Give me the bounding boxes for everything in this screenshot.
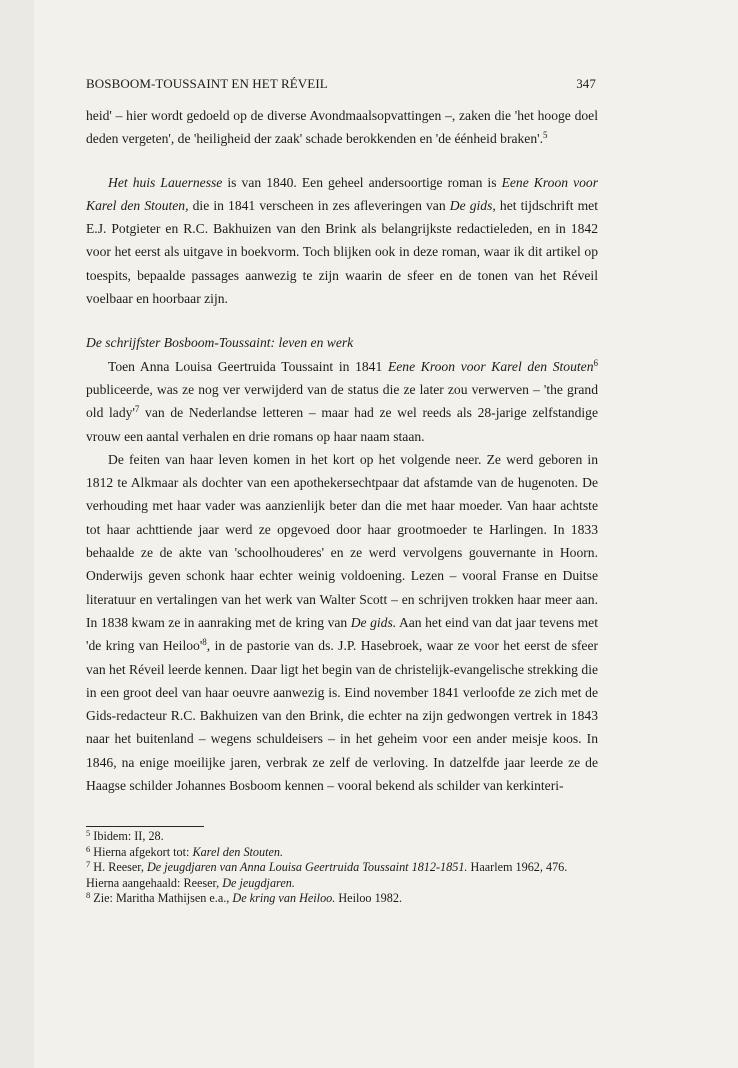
footnote-item xyxy=(86,829,598,845)
section-heading: De schrijfster Bosboom-Toussaint: leven en werk xyxy=(86,335,354,351)
footnote-ref: 5 xyxy=(542,130,548,141)
book-title: Karel den Stouten. xyxy=(192,844,284,859)
book-title: Eene Kroon voor Karel den Stouten xyxy=(387,358,594,374)
text-run: Heiloo 1982. xyxy=(335,891,402,906)
text-run: H. Reeser, xyxy=(93,860,147,875)
book-title: Het huis Lauernesse xyxy=(108,174,223,190)
footnote-number: 8 xyxy=(86,890,91,901)
paragraph-feiten xyxy=(86,448,598,797)
footnote-item xyxy=(86,845,598,861)
journal-title: De gids. xyxy=(350,614,397,630)
footnote-number: 6 xyxy=(86,843,91,854)
paragraph-continued xyxy=(86,104,598,151)
text-run: Haarlem 1962, 476. Hierna aangehaald: Reeser, xyxy=(86,860,568,890)
footnote-ref: 6 xyxy=(593,357,598,368)
running-title: BOSBOOM-TOUSSAINT EN HET RÉVEIL xyxy=(86,76,328,91)
text-run: Aan het eind van dat jaar tevens met 'de kring van Heiloo' xyxy=(86,614,598,654)
text-run: Hierna afgekort tot: xyxy=(93,844,193,859)
book-title: De jeugdjaren. xyxy=(222,875,295,890)
footnote-ref: 8 xyxy=(202,637,207,648)
journal-title: De gids, xyxy=(449,197,496,213)
footnote-rule xyxy=(86,826,204,827)
text-run: Toen Anna Louisa Geertruida Toussaint in 1841 xyxy=(108,358,388,374)
text-run: Zie: Maritha Mathijsen e.a., xyxy=(93,891,233,906)
body-text xyxy=(86,104,598,797)
paragraph-toen xyxy=(86,355,598,448)
footnote-item xyxy=(86,860,598,891)
text-run: Ibidem: II, 28. xyxy=(93,829,164,843)
footnote-ref: 7 xyxy=(134,404,140,415)
footnote-item xyxy=(86,891,598,907)
text-run: het tijdschrift met E.J. Potgieter en R.C. Bakhuizen van den Brink als belangrijkste redactieleden, en in 1842 voor het eerst als uitgave in boekvorm. Toch blijken ook in deze roman, waar ik dit artikel op toespits, bepaalde passages aanwezig te zijn waarin de sfeer en de tonen van het Réveil voelbaar en hoorbaar zijn. xyxy=(86,197,598,307)
footnote-number: 7 xyxy=(86,859,91,870)
page-number: 347 xyxy=(576,76,596,91)
text-run: De feiten van haar leven komen in het kort op het volgende neer. Ze werd geboren in 1812 te Alkmaar als dochter van een apothekersechtpaar dat afstamde van de hugenoten. De verhouding met haar vader was aanzienlijk beter dan die met haar moeder. Van haar achtste tot haar achttiende jaar werd ze opgevoed door haar grootmoeder te Harlingen. In 1833 behaalde ze de akte van 'schoolhouderes' en ze werd vervolgens gouvernante in Hoorn. Onderwijs geven schonk haar echter weinig voldoening. Lezen – vooral Franse en Duitse literatuur en vertalingen van het werk van Walter Scott – en schrijven trokken haar meer aan. In 1838 kwam ze in aanraking met de kring van xyxy=(86,451,598,630)
footnotes xyxy=(86,826,598,907)
text-run: heid' – hier wordt gedoeld op de diverse Avondmaalsopvattingen –, zaken die 'het hooge doel deden vergeten', de 'heiligheid der zaak' schade berokkenden en 'de éénheid braken'. xyxy=(86,108,598,147)
book-title: De jeugdjaren van Anna Louisa Geertruida Toussaint 1812-1851. xyxy=(146,860,468,875)
text-run: , in de pastorie van ds. J.P. Hasebroek, waar ze voor het eerst de sfeer van het Réveil leerde kennen. Daar ligt het begin van de christelijk-evangelische strekking die in een groot deel van haar oeuvre aanwezig is. Eind november 1841 verloofde ze zich met de Gids-redacteur R.C. Bakhuizen van den Brink, die echter na zijn gedwongen vertrek in 1843 naar het buitenland – wegens schuldeisers – in het geheim voor een ander meisje koos. In 1846, na enige moeilijke jaren, verbrak ze zelf de verloving. In datzelfde jaar leerde ze de Haagse schilder Johannes Bosboom kennen – vooral bekend als schilder van kerkinteri- xyxy=(86,638,599,794)
book-title: Eene Kroon voor Karel den Stouten, xyxy=(86,174,599,213)
text-run: is van 1840. Een geheel andersoortige roman is xyxy=(222,174,502,190)
text-run: van de Nederlandse letteren – maar had ze wel reeds als 28-jarige zelfstandige vrouw een aantal verhalen en drie romans op haar naam staan. xyxy=(86,405,598,444)
footnote-number: 5 xyxy=(86,828,91,838)
book-title: De kring van Heiloo. xyxy=(232,891,336,906)
paragraph-lauernesse xyxy=(86,171,598,311)
text-run: publiceerde, was ze nog ver verwijderd van de status die ze later zou verwerven – 'the grand old lady' xyxy=(86,381,598,421)
text-run: die in 1841 verscheen in zes afleveringen van xyxy=(188,197,450,213)
